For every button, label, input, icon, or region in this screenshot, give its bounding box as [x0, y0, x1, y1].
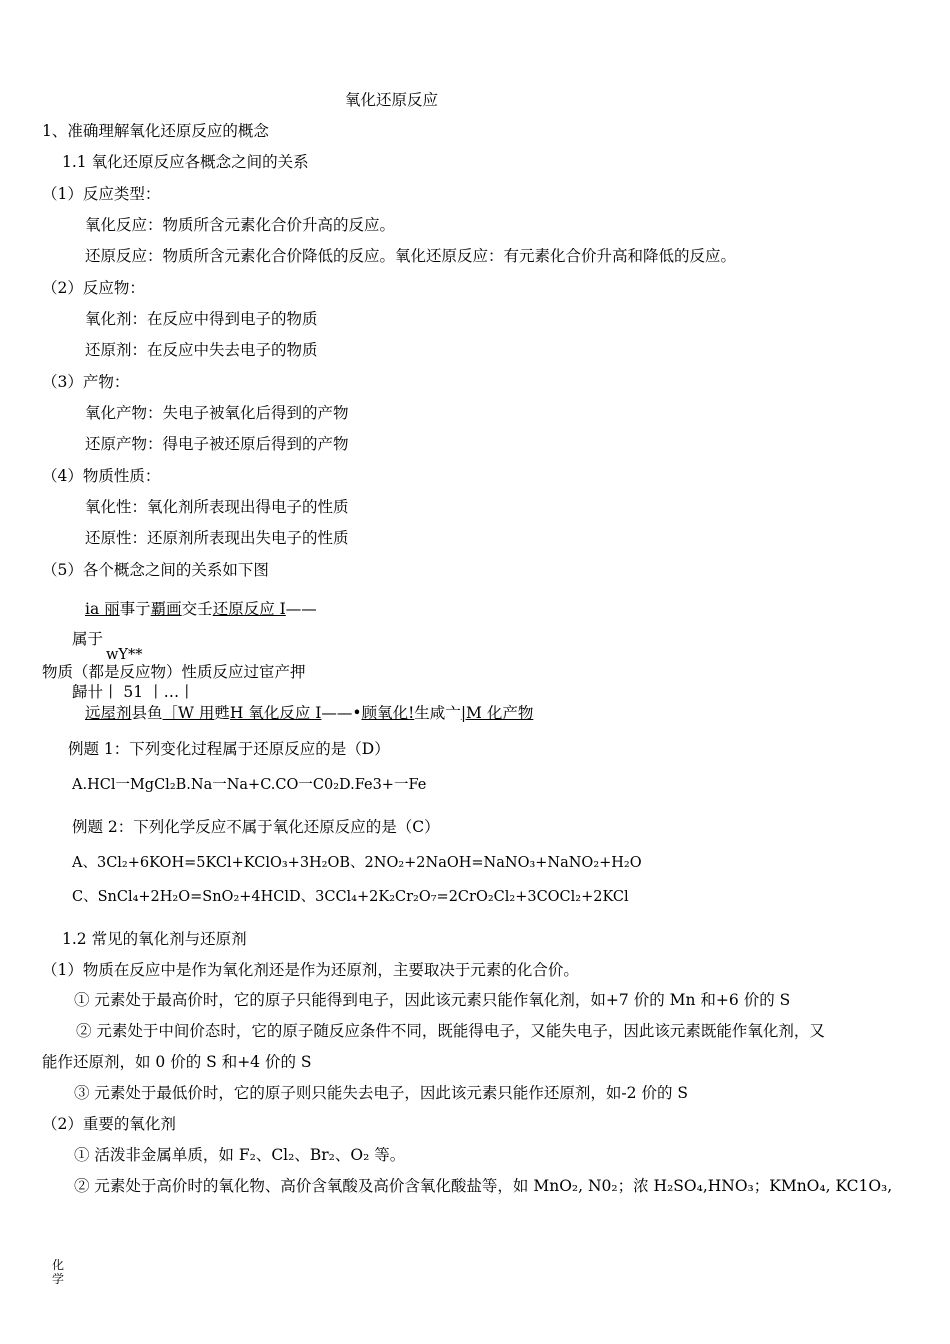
example-2-question: 例题 2：下列化学反应不属于氧化还原反应的是（C） [72, 818, 440, 836]
diagram-cell: 县鱼 [131, 704, 163, 722]
diagram-row-header: 物质（都是反应物）性质反应过宦产押 [42, 663, 306, 681]
oxidation-reaction-def: 氧化反应：物质所含元素化合价升高的反应。 [85, 216, 396, 234]
valence-rule-lowest: ③ 元素处于最低价时，它的原子则只能失去电子，因此该元素只能作还原剂，如-2 价的 S [74, 1084, 689, 1102]
reduction-reaction-def: 还原反应：物质所含元素化合价降低的反应。氧化还原反应：有元素化合价升高和降低的反应。 [85, 247, 737, 265]
oxidation-product-def: 氧化产物：失电子被氧化后得到的产物 [85, 404, 349, 422]
oxidant-def: 氧化剂：在反应中得到电子的物质 [85, 310, 318, 328]
subsection-1-2-heading: 1.2 常见的氧化剂与还原剂 [62, 930, 247, 948]
diagram-cell: 交壬 [181, 600, 213, 618]
example-2-options-cd: C、SnCl₄+2H₂O=SnO₂+4HClD、3CCl₄+2K₂Cr₂O₇=2CrO₂Cl₂+3COCl₂+2KCl [72, 889, 629, 905]
diagram-cell: H 氧化反应 I [229, 704, 322, 722]
example-1-options: A.HCl一MgCl₂B.Na一Na+C.CO一C0₂D.Fe3+一Fe [72, 777, 427, 793]
diagram-row-separator: 歸卄丨 51 丨…丨 [72, 683, 195, 701]
important-oxidants-heading: （2）重要的氧化剂 [42, 1115, 176, 1133]
diagram-cell: |M 化产物 [460, 704, 534, 722]
diagram-row-1 [85, 599, 317, 619]
page-title: 氧化还原反应 [345, 91, 439, 109]
diagram-arrow: ——• [321, 704, 362, 722]
page-footer: 化学 [52, 1258, 65, 1286]
subsection-1-1-heading: 1.1 氧化还原反应各概念之间的关系 [62, 153, 309, 171]
diagram-cell: ia 丽 [85, 600, 120, 618]
property-heading: （4）物质性质： [42, 467, 161, 485]
diagram-cell: 生咸亠 [414, 704, 461, 722]
diagram-cell: 覇画 [150, 600, 182, 618]
diagram-label-belongs: 属于 [72, 630, 104, 648]
diagram-cell: 还原反应 I [212, 600, 286, 618]
example-1-question: 例题 1：下列变化过程属于还原反应的是（D） [68, 740, 390, 758]
diagram-label-wy: wY** [106, 647, 143, 663]
diagram-cell: 远屋剂 [85, 704, 132, 722]
reduction-product-def: 还原产物：得电子被还原后得到的产物 [85, 435, 349, 453]
oxidant-item-1: ① 活泼非金属单质，如 F₂、Cl₂、Br₂、O₂ 等。 [74, 1146, 406, 1164]
valence-rule-middle: ② 元素处于中间价态时，它的原子随反应条件不同，既能得电子，又能失电子，因此该元素既能作氧化剂，又 [76, 1022, 825, 1040]
diagram-cell: 顾氧化! [361, 704, 415, 722]
relation-heading: （5）各个概念之间的关系如下图 [42, 561, 269, 579]
product-heading: （3）产物： [42, 373, 130, 391]
reactant-heading: （2）反应物： [42, 279, 145, 297]
section-1-heading: 1、准确理解氧化还原反应的概念 [42, 122, 269, 140]
valence-rule-highest: ① 元素处于最高价时，它的原子只能得到电子，因此该元素只能作氧化剂，如+7 价的 Mn 和+6 价的 S [74, 991, 791, 1009]
example-2-options-ab: A、3Cl₂+6KOH=5KCl+KClO₃+3H₂OB、2NO₂+2NaOH=NaNO₃+NaNO₂+H₂O [72, 855, 642, 871]
reducing-property-def: 还原性：还原剂所表现出失电子的性质 [85, 529, 349, 547]
oxidant-item-2: ② 元素处于高价时的氧化物、高价含氧酸及高价含氧化酸盐等，如 MnO₂, N0₂；浓 H₂SO₄,HNO₃；KMnO₄, KC1O₃, [74, 1177, 893, 1195]
diagram-cell: 事亍 [119, 600, 151, 618]
diagram-cell: 甦 [214, 704, 230, 722]
diagram-arrow: —— [285, 600, 317, 618]
diagram-row-2 [85, 703, 533, 723]
diagram-cell: ［W 用 [162, 704, 215, 722]
reductant-def: 还原剂：在反应中失去电子的物质 [85, 341, 318, 359]
oxidizing-property-def: 氧化性：氧化剂所表现出得电子的性质 [85, 498, 349, 516]
reaction-type-heading: （1）反应类型： [42, 185, 161, 203]
valence-rule-intro: （1）物质在反应中是作为氧化剂还是作为还原剂，主要取决于元素的化合价。 [42, 961, 579, 979]
valence-rule-middle-cont: 能作还原剂，如 0 价的 S 和+4 价的 S [42, 1053, 312, 1071]
